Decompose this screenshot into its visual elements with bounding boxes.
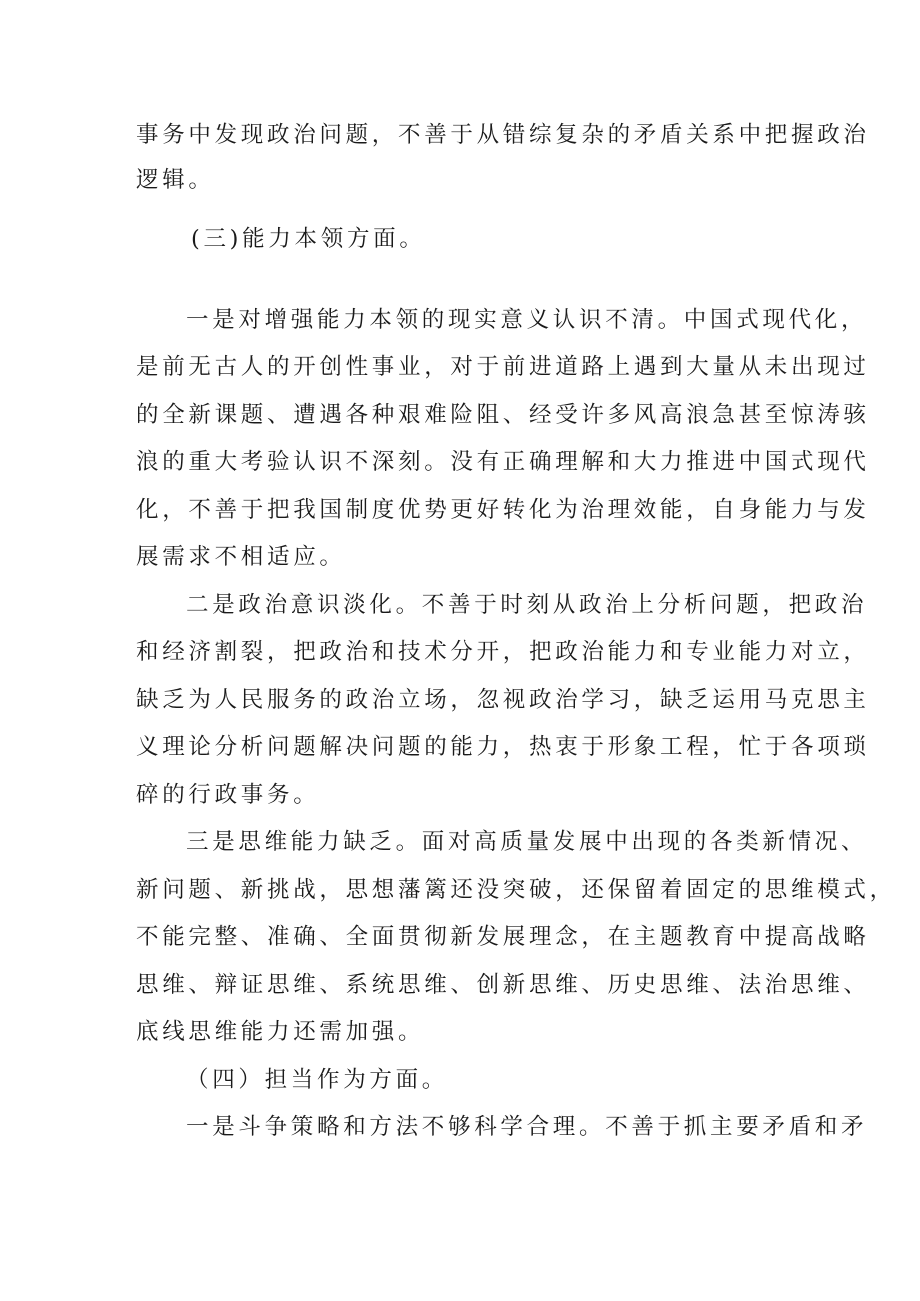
paragraph-line: 浪的重大考验认识不深刻。没有正确理解和大力推进中国式现代 bbox=[136, 449, 870, 475]
paragraph-line: 二是政治意识淡化。不善于时刻从政治上分析问题，把政治 bbox=[186, 592, 868, 618]
section-heading: （四）担当作为方面。 bbox=[186, 1067, 449, 1093]
paragraph-line: 新问题、新挑战，思想藩篱还没突破，还保留着固定的思维模式， bbox=[136, 877, 896, 903]
paragraph-line: 三是思维能力缺乏。面对高质量发展中出现的各类新情况、 bbox=[186, 829, 868, 855]
paragraph-line: 一是斗争策略和方法不够科学合理。不善于抓主要矛盾和矛 bbox=[186, 1114, 868, 1140]
paragraph-line: 缺乏为人民服务的政治立场，忽视政治学习，缺乏运用马克思主 bbox=[136, 687, 870, 713]
section-heading: (三)能力本领方面。 bbox=[191, 226, 426, 252]
paragraph-line: 一是对增强能力本领的现实意义认识不清。中国式现代化， bbox=[186, 307, 868, 333]
paragraph-line: 碎的行政事务。 bbox=[136, 782, 320, 808]
paragraph-line: 和经济割裂，把政治和技术分开，把政治能力和专业能力对立， bbox=[136, 639, 870, 665]
paragraph-line: 是前无古人的开创性事业，对于前进道路上遇到大量从未出现过 bbox=[136, 354, 870, 380]
paragraph-line: 思维、辩证思维、系统思维、创新思维、历史思维、法治思维、 bbox=[136, 972, 870, 998]
paragraph-line: 化，不善于把我国制度优势更好转化为治理效能，自身能力与发 bbox=[136, 497, 870, 523]
paragraph-line: 展需求不相适应。 bbox=[136, 544, 346, 570]
paragraph-line: 底线思维能力还需加强。 bbox=[136, 1019, 425, 1045]
paragraph-line: 不能完整、准确、全面贯彻新发展理念，在主题教育中提高战略 bbox=[136, 924, 870, 950]
paragraph-line: 的全新课题、遭遇各种艰难险阻、经受许多风高浪急甚至惊涛骇 bbox=[136, 402, 870, 428]
paragraph-line: 事务中发现政治问题，不善于从错综复杂的矛盾关系中把握政治 bbox=[136, 122, 870, 148]
paragraph-line: 义理论分析问题解决问题的能力，热衷于形象工程，忙于各项琐 bbox=[136, 734, 870, 760]
paragraph-line: 逻辑。 bbox=[136, 167, 215, 193]
